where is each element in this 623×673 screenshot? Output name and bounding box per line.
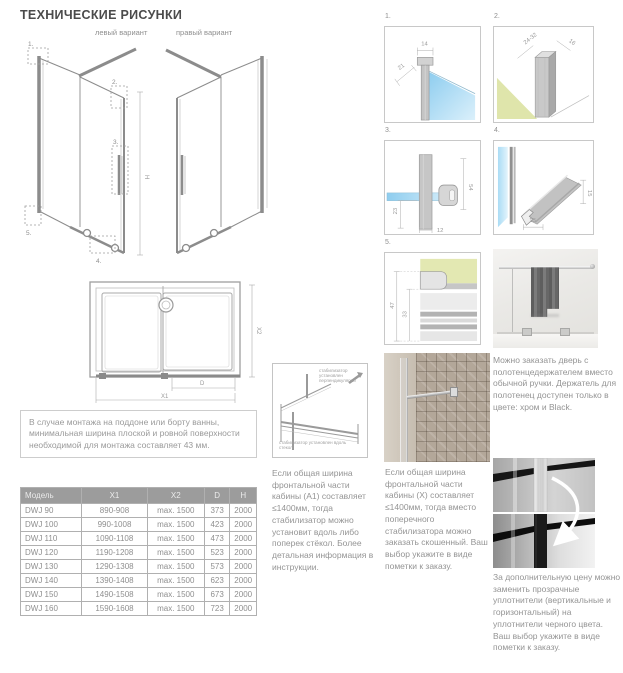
cell-x1: 990-1008 <box>82 518 147 532</box>
swap-arrow-icon <box>542 474 594 552</box>
stabilizer-note: Если общая ширина фронтальной части кабины (А1) составляет ≤1400мм, тогда стабилизатор можно установит вдоль либо поперек стёкол. Более детальная информация в инструкции. <box>272 468 374 572</box>
stabilizer-perpendicular-label: стабилизатор установлен перпендикулярно <box>319 368 356 384</box>
mosaic-tiles <box>416 353 490 462</box>
cell-h: 2000 <box>230 560 257 574</box>
left-variant-label: левый вариант <box>95 28 148 37</box>
cell-x2: max. 1500 <box>147 546 204 560</box>
table-row <box>21 560 257 574</box>
plan-x1-label: X1 <box>161 394 169 400</box>
stabilizer-along-label: стабилизатор установлен вдоль стекол <box>279 440 347 451</box>
detail-3-dim-54: 54 <box>467 184 474 191</box>
cell-h: 2000 <box>230 504 257 518</box>
detail-1-dim-21: 21 <box>397 62 407 72</box>
cell-model: DWJ 150 <box>21 588 82 602</box>
cabin-stabilizer-photo <box>384 353 490 462</box>
detail-5-dim-33: 33 <box>402 311 409 318</box>
cell-h: 2000 <box>230 546 257 560</box>
table-row <box>21 546 257 560</box>
stabilizer-diagram <box>272 363 368 458</box>
header-x1: X1 <box>82 488 147 504</box>
detail-4-dim-13: 13 <box>529 218 536 225</box>
cell-d: 423 <box>204 518 230 532</box>
callout-5: 5. <box>26 230 32 237</box>
perspective-drawings <box>15 37 285 265</box>
cell-x1: 890-908 <box>82 504 147 518</box>
cell-model: DWJ 130 <box>21 560 82 574</box>
cell-x2: max. 1500 <box>147 602 204 616</box>
towel-holder-photo <box>493 249 598 348</box>
cell-model: DWJ 160 <box>21 602 82 616</box>
table-row <box>21 504 257 518</box>
cell-x2: max. 1500 <box>147 532 204 546</box>
cell-model: DWJ 100 <box>21 518 82 532</box>
cell-x2: max. 1500 <box>147 574 204 588</box>
model-spec-table <box>20 487 257 616</box>
cell-d: 723 <box>204 602 230 616</box>
glass-edge <box>512 266 513 334</box>
detail-4-bottom-rail <box>493 140 594 235</box>
cell-x1: 1290-1308 <box>82 560 147 574</box>
cell-d: 673 <box>204 588 230 602</box>
detail-2-post-profile <box>493 26 594 123</box>
callout-2: 2. <box>112 79 118 86</box>
towel <box>531 267 559 317</box>
cell-model: DWJ 110 <box>21 532 82 546</box>
cell-model: DWJ 120 <box>21 546 82 560</box>
cell-x1: 1190-1208 <box>82 546 147 560</box>
detail-2-number: 2. <box>494 13 500 20</box>
detail-5-number: 5. <box>385 239 391 246</box>
towel-shadow <box>531 314 559 317</box>
detail-3-dim-23: 23 <box>392 207 399 215</box>
plan-d-label: D <box>200 381 205 387</box>
table-row <box>21 602 257 616</box>
table-row <box>21 518 257 532</box>
detail-3-dim-12: 12 <box>436 228 444 234</box>
detail-2-dim-24-32: 24-32 <box>522 32 539 47</box>
cell-h: 2000 <box>230 602 257 616</box>
header-model: Модель <box>21 488 82 504</box>
detail-5-dim-47: 47 <box>389 302 396 309</box>
floor <box>493 334 598 348</box>
right-variant-drawing <box>166 50 267 253</box>
detail-1-number: 1. <box>385 13 391 20</box>
cell-x1: 1490-1508 <box>82 588 147 602</box>
glass-clamp <box>560 328 570 336</box>
glass-frame <box>406 358 408 462</box>
height-dimension-label: H <box>143 175 149 180</box>
cell-h: 2000 <box>230 588 257 602</box>
cell-h: 2000 <box>230 518 257 532</box>
plan-x2-label: X2 <box>255 327 261 335</box>
table-row <box>21 532 257 546</box>
table-header-row <box>21 488 257 504</box>
cell-model: DWJ 90 <box>21 504 82 518</box>
left-variant-drawing <box>39 49 136 253</box>
plan-dimension-lines <box>96 285 255 403</box>
detail-3-handle-section <box>384 140 481 235</box>
plan-view-drawing <box>55 272 280 408</box>
table-row <box>21 588 257 602</box>
cell-d: 373 <box>204 504 230 518</box>
cell-x2: max. 1500 <box>147 560 204 574</box>
cell-x1: 1390-1408 <box>82 574 147 588</box>
cell-x1: 1590-1608 <box>82 602 147 616</box>
header-x2: X2 <box>147 488 204 504</box>
table-row <box>21 574 257 588</box>
cell-x2: max. 1500 <box>147 588 204 602</box>
cell-d: 473 <box>204 532 230 546</box>
cell-x2: max. 1500 <box>147 504 204 518</box>
height-dimension <box>137 92 143 255</box>
detail-3-number: 3. <box>385 127 391 134</box>
callout-3: 3. <box>113 139 119 146</box>
cell-x1: 1090-1108 <box>82 532 147 546</box>
detail-4-number: 4. <box>494 127 500 134</box>
cell-model: DWJ 140 <box>21 574 82 588</box>
header-d: D <box>204 488 230 504</box>
detail-1-wall-profile <box>384 26 481 123</box>
detail-5-sill-section <box>384 252 481 345</box>
cell-x2: max. 1500 <box>147 518 204 532</box>
mounting-infobox: В случае монтажа на поддоне или борту ванны, минимальная ширина плоской и ровной поверхности необходимой для монтажа составляет 43 мм. <box>20 410 257 458</box>
wall-bracket <box>450 387 458 397</box>
cell-h: 2000 <box>230 532 257 546</box>
cell-d: 523 <box>204 546 230 560</box>
header-h: H <box>230 488 257 504</box>
callout-4: 4. <box>96 258 102 265</box>
glass-clamp <box>522 328 532 336</box>
detail-2-dim-16: 16 <box>567 38 577 48</box>
towel-holder-note: Можно заказать дверь с полотенцедержателем вместо обычной ручки. Держатель для полотенец доступен только в цвете: хром и Black. <box>493 355 617 412</box>
towel-rail-cap <box>590 264 595 269</box>
seal-replacement-note: За дополнительную цену можно заменить прозрачные уплотнители (вертикальные и горизонтальный) на уплотнители черного цвета. Ваш выбор укажите в виде пометки к заказу. <box>493 572 621 653</box>
cell-d: 573 <box>204 560 230 574</box>
detail-4-dim-15: 15 <box>586 189 593 197</box>
detail-1-dim-14: 14 <box>421 41 428 48</box>
right-variant-label: правый вариант <box>176 28 233 37</box>
bottom-rail <box>497 332 594 334</box>
page-title: ТЕХНИЧЕСКИЕ РИСУНКИ <box>20 8 183 22</box>
cell-d: 623 <box>204 574 230 588</box>
callout-1: 1. <box>28 41 34 48</box>
skewed-stabilizer-note: Если общая ширина фронтальной части кабины (X) составляет ≤1400мм, тогда вместо поперечного стабилизатора можно заказать скошенный. Ваш выбор укажите в виде пометки к заказу. <box>385 467 488 571</box>
cell-h: 2000 <box>230 574 257 588</box>
